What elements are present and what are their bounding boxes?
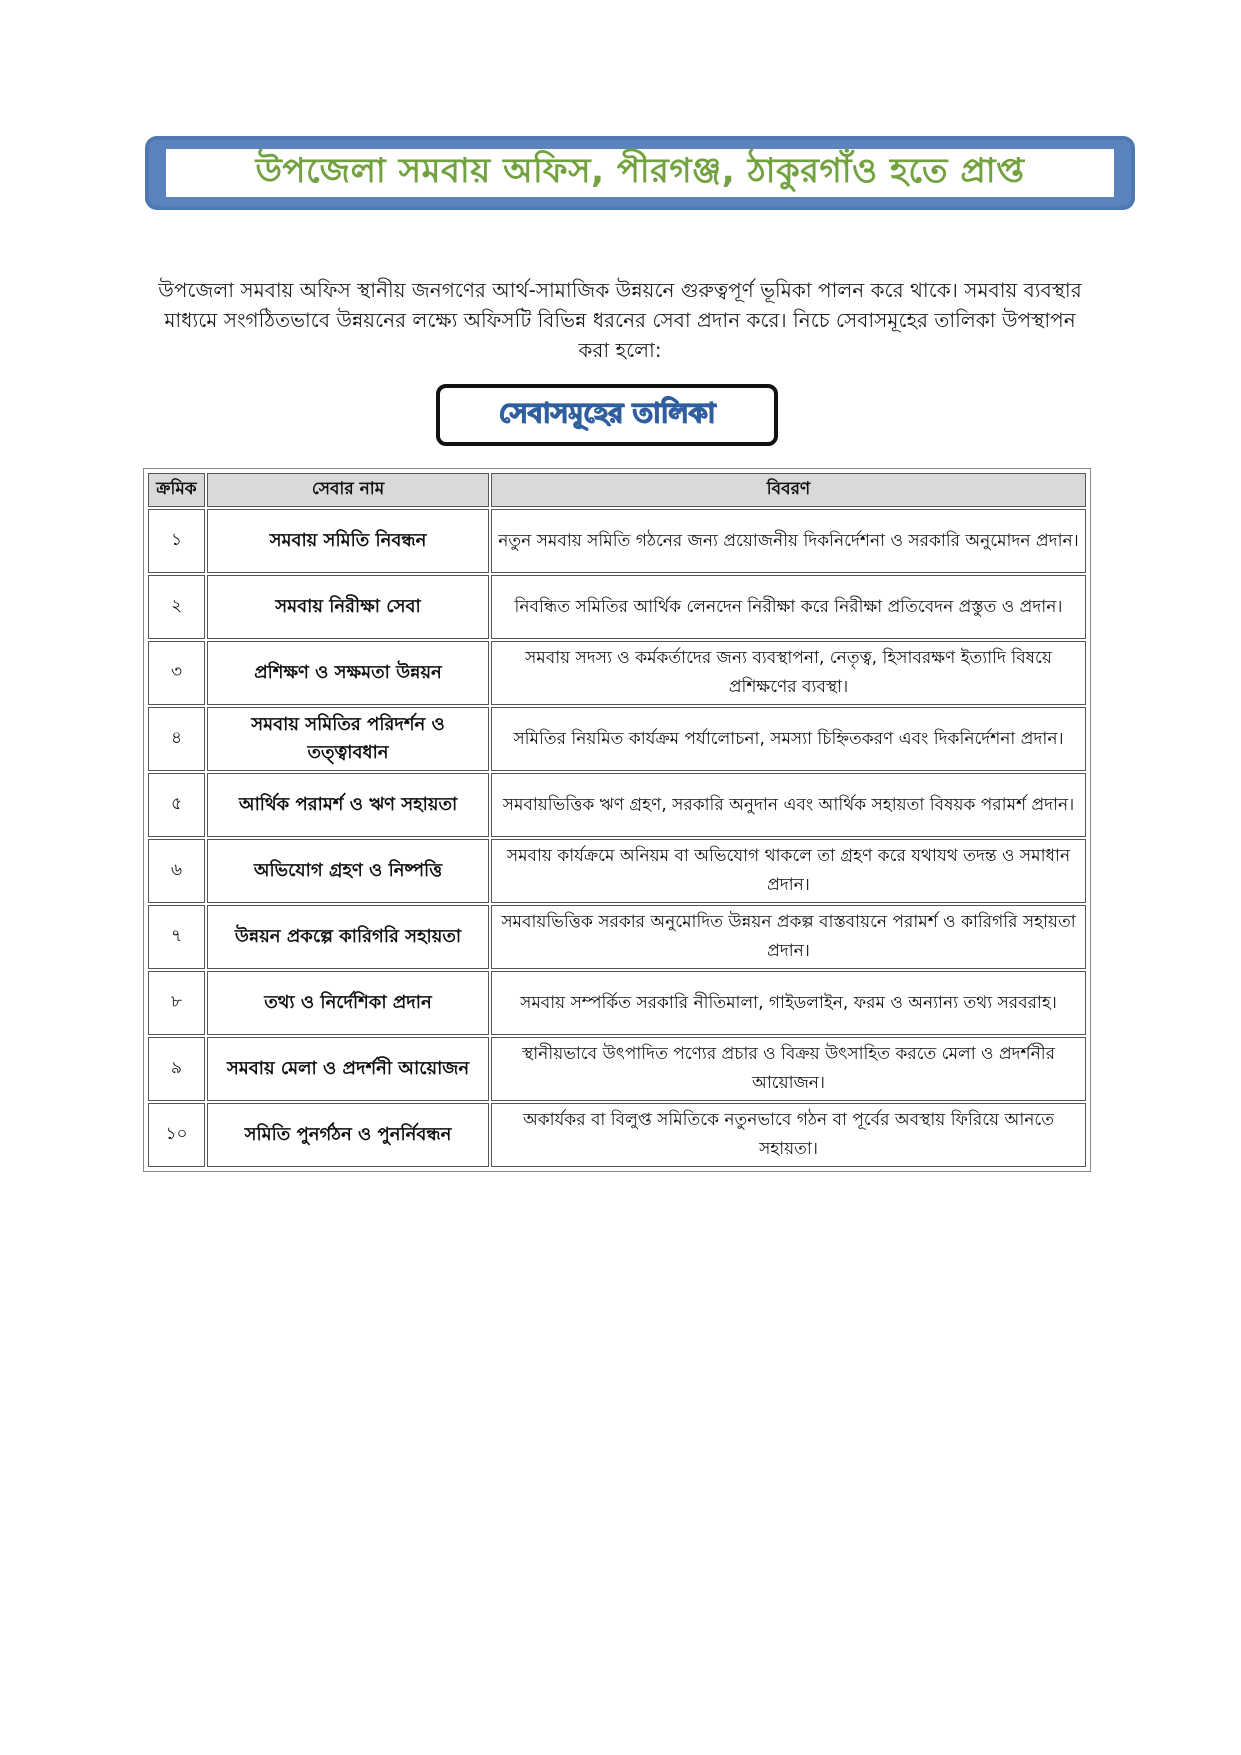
table-row <box>148 509 1086 573</box>
row-serial: ৪ <box>148 707 205 771</box>
row-service-name: আর্থিক পরামর্শ ও ঋণ সহায়তা <box>207 773 489 837</box>
row-description: সমবায় সম্পর্কিত সরকারি নীতিমালা, গাইডলাইন, ফরম ও অন্যান্য তথ্য সরবরাহ। <box>491 971 1086 1035</box>
row-description: নিবন্ধিত সমিতির আর্থিক লেনদেন নিরীক্ষা করে নিরীক্ষা প্রতিবেদন প্রস্তুত ও প্রদান। <box>491 575 1086 639</box>
table-row <box>148 905 1086 969</box>
row-serial: ৭ <box>148 905 205 969</box>
header-serial: ক্রমিক <box>148 473 205 507</box>
row-serial: ৩ <box>148 641 205 705</box>
row-description: সমবায়ভিত্তিক সরকার অনুমোদিত উন্নয়ন প্রকল্প বাস্তবায়নে পরামর্শ ও কারিগরি সহায়তা প্রদান। <box>491 905 1086 969</box>
page-title: উপজেলা সমবায় অফিস, পীরগঞ্জ, ঠাকুরগাঁও হতে প্রাপ্ত <box>255 150 1025 191</box>
table-row <box>148 773 1086 837</box>
row-service-name: সমবায় নিরীক্ষা সেবা <box>207 575 489 639</box>
intro-paragraph: উপজেলা সমবায় অফিস স্থানীয় জনগণের আর্থ-সামাজিক উন্নয়নে গুরুত্বপূর্ণ ভূমিকা পালন করে থাকে। সমবায় ব্যবস্থার মাধ্যমে সংগঠিতভাবে উন্নয়নের লক্ষ্যে অফিসটি বিভিন্ন ধরনের সেবা প্রদান করে। নিচে সেবাসমূহের তালিকা উপস্থাপন করা হলো: <box>158 278 1082 362</box>
row-service-name: সমবায় মেলা ও প্রদর্শনী আয়োজন <box>207 1037 489 1101</box>
row-description: সমিতির নিয়মিত কার্যক্রম পর্যালোচনা, সমস্যা চিহ্নিতকরণ এবং দিকনির্দেশনা প্রদান। <box>491 707 1086 771</box>
row-description: অকার্যকর বা বিলুপ্ত সমিতিকে নতুনভাবে গঠন বা পূর্বের অবস্থায় ফিরিয়ে আনতে সহায়তা। <box>491 1103 1086 1167</box>
services-list-heading-box <box>436 384 778 446</box>
table-row <box>148 971 1086 1035</box>
row-description: স্থানীয়ভাবে উৎপাদিত পণ্যের প্রচার ও বিক্রয় উৎসাহিত করতে মেলা ও প্রদর্শনীর আয়োজন। <box>491 1037 1086 1101</box>
row-serial: ২ <box>148 575 205 639</box>
table-header-row <box>148 473 1086 507</box>
table-row <box>148 1037 1086 1101</box>
header-service-name: সেবার নাম <box>207 473 489 507</box>
row-description: সমবায় সদস্য ও কর্মকর্তাদের জন্য ব্যবস্থাপনা, নেতৃত্ব, হিসাবরক্ষণ ইত্যাদি বিষয়ে প্রশিক্ষণের ব্যবস্থা। <box>491 641 1086 705</box>
services-table-wrapper <box>143 468 1091 1172</box>
title-banner <box>145 136 1135 210</box>
row-service-name: উন্নয়ন প্রকল্পে কারিগরি সহায়তা <box>207 905 489 969</box>
services-table <box>146 471 1088 1169</box>
table-row <box>148 575 1086 639</box>
row-service-name: প্রশিক্ষণ ও সক্ষমতা উন্নয়ন <box>207 641 489 705</box>
header-description: বিবরণ <box>491 473 1086 507</box>
row-service-name: সমবায় সমিতির পরিদর্শন ও তত্ত্বাবধান <box>207 707 489 771</box>
row-description: সমবায় কার্যক্রমে অনিয়ম বা অভিযোগ থাকলে তা গ্রহণ করে যথাযথ তদন্ত ও সমাধান প্রদান। <box>491 839 1086 903</box>
table-row <box>148 1103 1086 1167</box>
row-service-name: তথ্য ও নির্দেশিকা প্রদান <box>207 971 489 1035</box>
row-service-name: সমিতি পুনর্গঠন ও পুনর্নিবন্ধন <box>207 1103 489 1167</box>
table-row <box>148 707 1086 771</box>
row-description: সমবায়ভিত্তিক ঋণ গ্রহণ, সরকারি অনুদান এবং আর্থিক সহায়তা বিষয়ক পরামর্শ প্রদান। <box>491 773 1086 837</box>
title-banner-inner <box>166 149 1114 197</box>
row-serial: ৮ <box>148 971 205 1035</box>
table-row <box>148 839 1086 903</box>
row-service-name: সমবায় সমিতি নিবন্ধন <box>207 509 489 573</box>
row-serial: ৬ <box>148 839 205 903</box>
row-serial: ১ <box>148 509 205 573</box>
table-row <box>148 641 1086 705</box>
row-serial: ১০ <box>148 1103 205 1167</box>
row-serial: ৫ <box>148 773 205 837</box>
row-serial: ৯ <box>148 1037 205 1101</box>
services-list-heading: সেবাসমূহের তালিকা <box>498 397 716 429</box>
row-service-name: অভিযোগ গ্রহণ ও নিষ্পত্তি <box>207 839 489 903</box>
row-description: নতুন সমবায় সমিতি গঠনের জন্য প্রয়োজনীয় দিকনির্দেশনা ও সরকারি অনুমোদন প্রদান। <box>491 509 1086 573</box>
